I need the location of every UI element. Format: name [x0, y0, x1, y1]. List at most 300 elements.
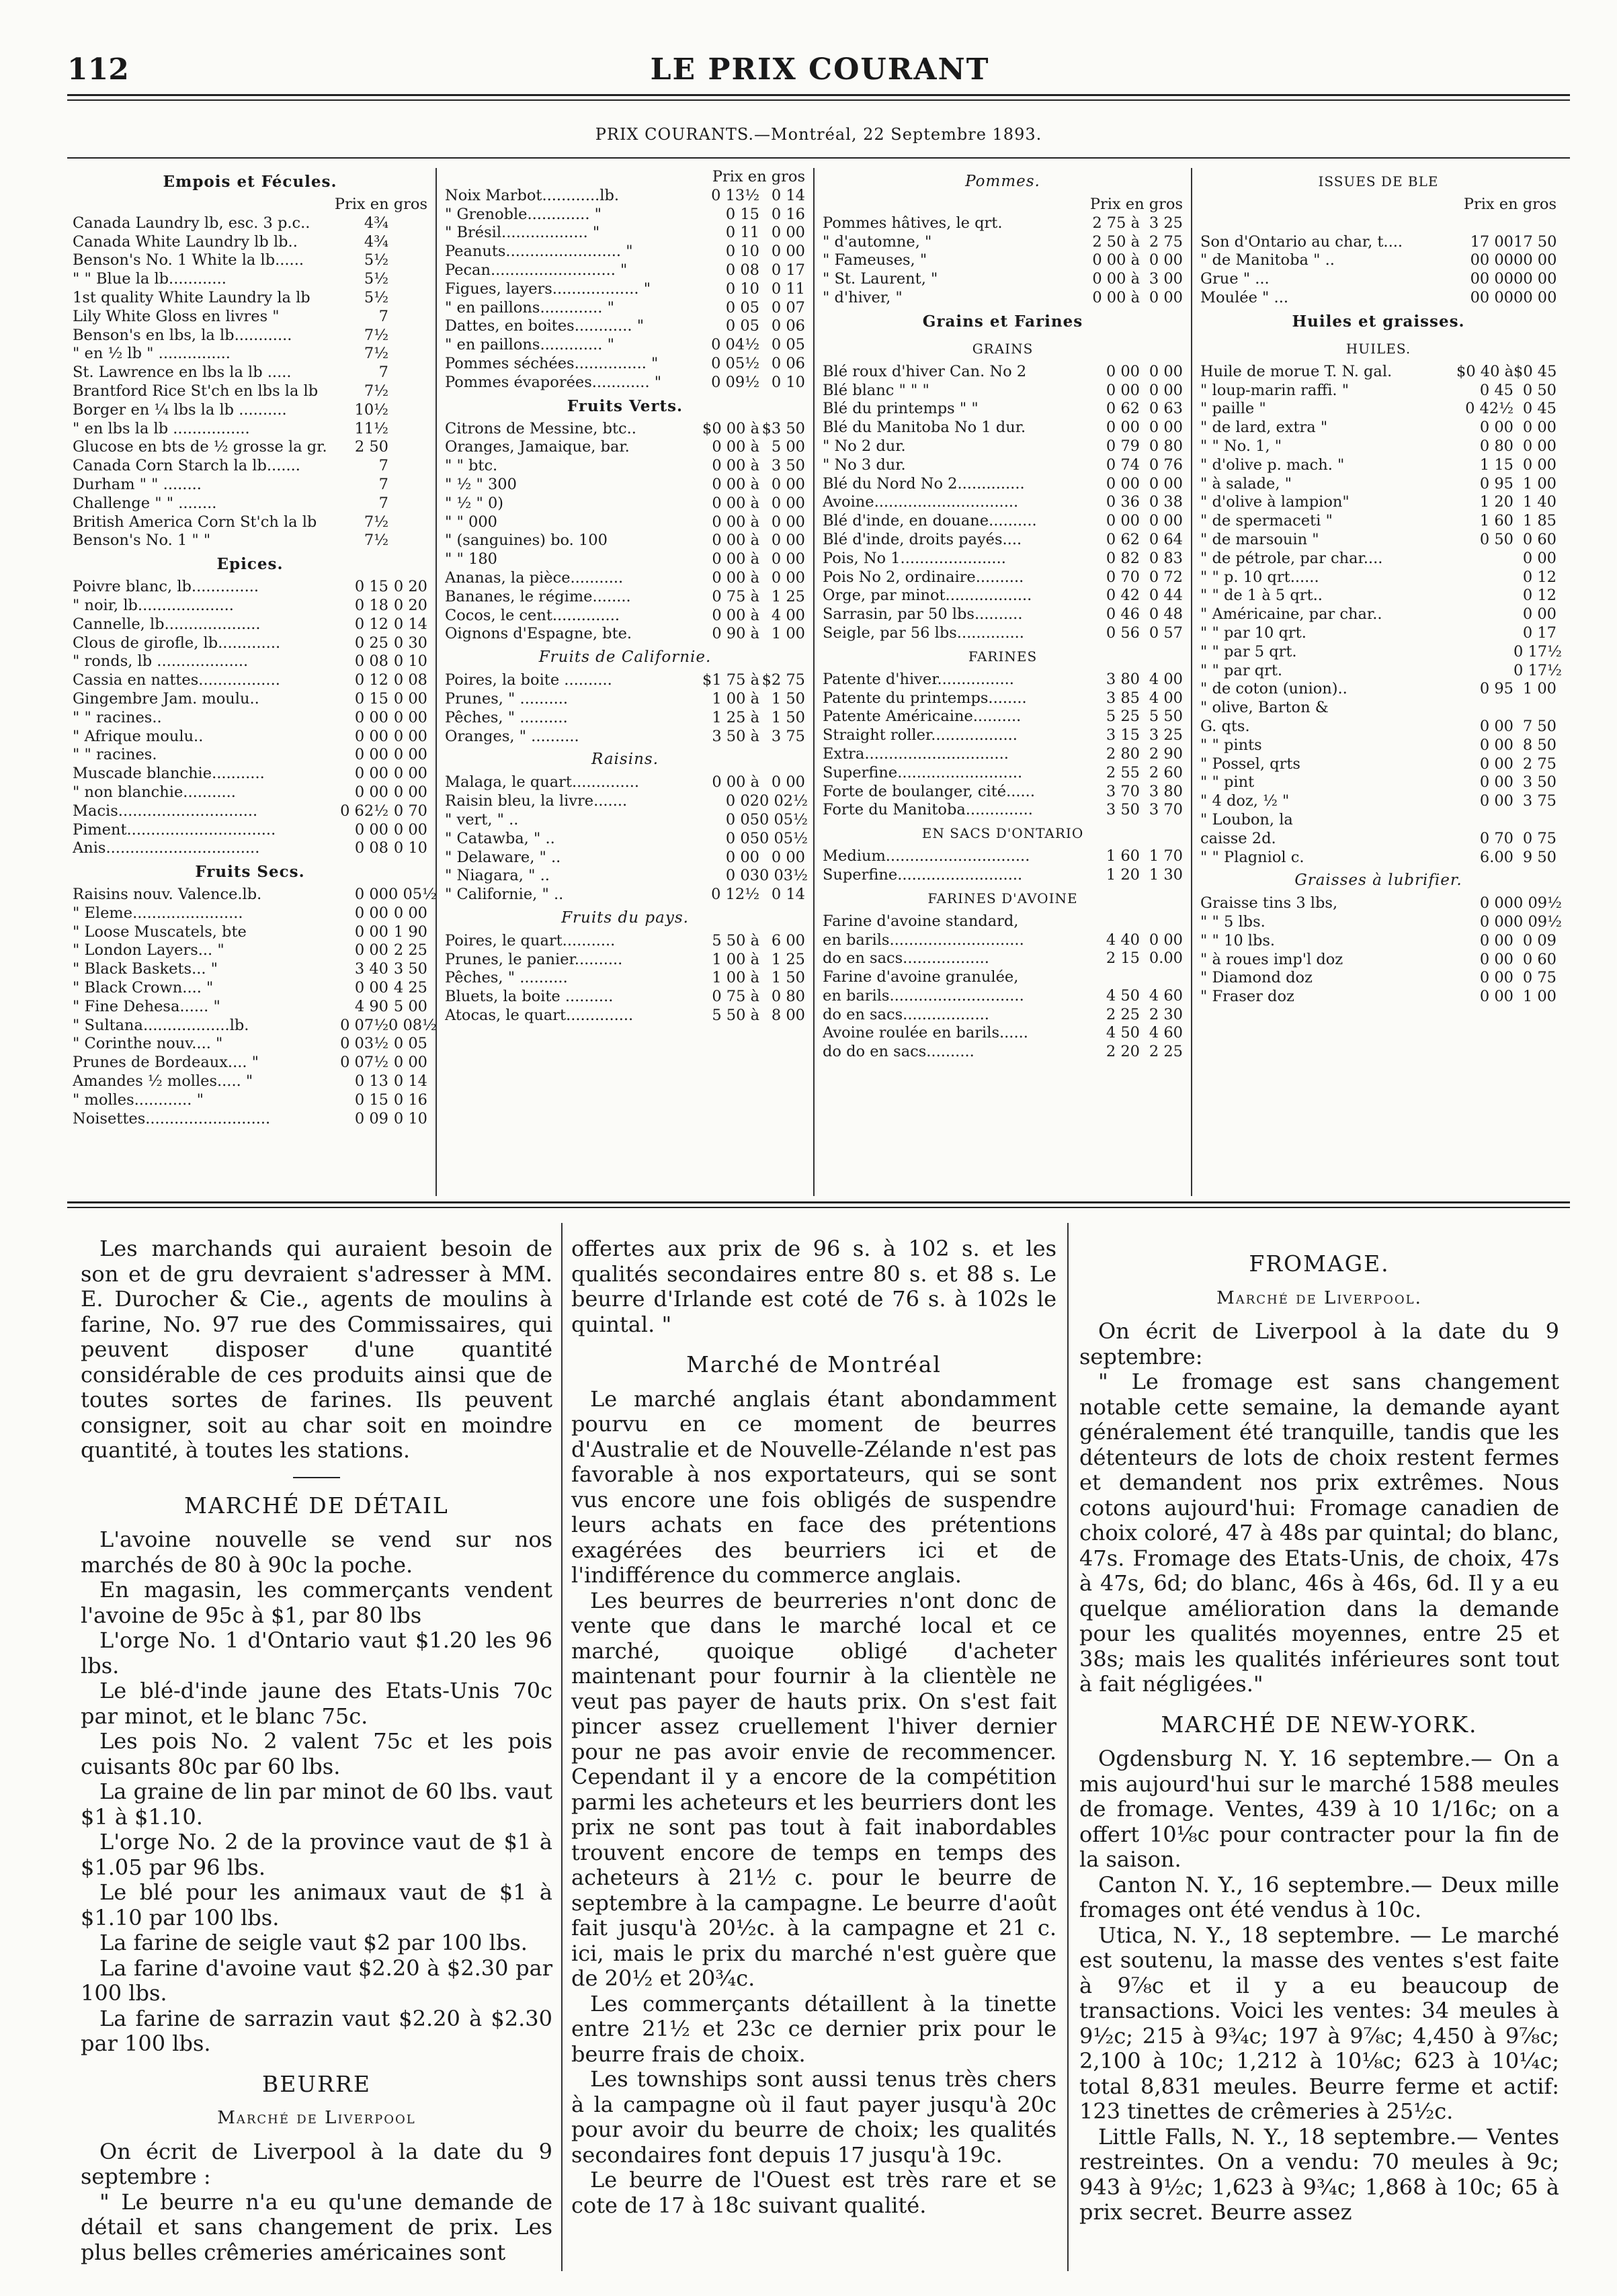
price-low: 0 00 à: [712, 606, 759, 624]
item-label: Atocas, le quart..............: [445, 1007, 634, 1025]
section-heading: Fruits Secs.: [195, 863, 305, 882]
price-row: [73, 821, 427, 840]
price-row: [445, 867, 808, 886]
price-row: [445, 438, 805, 457]
item-label: Graisse tins 3 lbs,: [1200, 894, 1338, 912]
price-column-1: [73, 168, 437, 1128]
price-caption: Prix en gros: [334, 196, 427, 213]
article-paragraph: Les beurres de beurreries n'ont donc de vente que dans le marché local et ce marché, quoique obligé d'acheter maintenant pour fournir à la clientèle ne veut pas payer de hauts prix. On s'est fait pincer assez cruellement l'hiver dernier pour ne pas avoir envie de recommencer. Cependant il y a encore de la compétition parmi les acheteurs et les beurriers dont les prix ne sont pas tout à fait inabordables trouvent encore de temps en temps des acheteurs à 21½ c. pour le beurre de septembre à la campagne. Le beurre d'août fait jusqu'à 20½c. à la campagne et 21 c. ici, mais le prix du marché n'est guère que de 20½ et 20¾c.: [571, 1587, 1056, 1991]
price-row: [73, 513, 427, 532]
page-header: [67, 52, 1573, 99]
price-high: 0 70: [393, 802, 427, 820]
item-label: " Diamond doz: [1200, 969, 1313, 987]
price-low: 0 09: [354, 1109, 388, 1128]
price-low: 7: [378, 494, 388, 512]
price-row: [1200, 605, 1557, 624]
article-paragraph: L'orge No. 1 d'Ontario vaut $1.20 les 96 lbs.: [81, 1627, 552, 1678]
section-heading: ISSUES DE BLE: [1318, 173, 1439, 189]
item-label: " Catawba, " ..: [445, 829, 555, 847]
price-low: 1 15: [1479, 456, 1514, 474]
price-low: 1 20: [1479, 493, 1514, 511]
price-high: [388, 513, 427, 532]
price-low: 4 50: [1106, 1024, 1140, 1042]
price-low: [1444, 550, 1514, 568]
price-low: 0 75 à: [712, 587, 759, 605]
item-label: " " pint: [1200, 773, 1255, 792]
item-label: Clous de girofle, lb.............: [73, 634, 281, 652]
price-low: $1 75 à: [702, 671, 759, 689]
item-label: " " 000: [445, 513, 497, 531]
price-high: 0 16: [393, 1091, 427, 1109]
item-label: Forte du Manitoba..............: [823, 801, 1033, 819]
section-heading: Raisins.: [591, 751, 659, 769]
price-row: [823, 1006, 1183, 1025]
section-heading: Epices.: [216, 555, 284, 574]
price-low: 0 00 à: [712, 532, 759, 550]
price-low: 0 05: [725, 810, 759, 828]
price-high: 4 00: [771, 606, 805, 624]
price-row: [1200, 830, 1557, 849]
price-high: 0 09½: [1514, 913, 1562, 931]
price-low: 7½: [364, 326, 388, 344]
item-label: Gingembre Jam. moulu..: [73, 689, 259, 708]
item-label: Amandes ½ molles..... ": [73, 1072, 253, 1091]
price-row: [73, 941, 427, 960]
price-low: 00 00: [1470, 251, 1514, 269]
price-low: 2 75 à: [1092, 214, 1140, 232]
item-label: " Fraser doz: [1200, 988, 1294, 1006]
item-label: Farine d'avoine granulée,: [823, 968, 1019, 986]
item-label: Benson's No. 1 " ": [73, 532, 211, 550]
price-row: [445, 476, 805, 495]
price-row: [73, 495, 427, 513]
price-low: 4 90: [354, 997, 388, 1015]
price-low: 3 15: [1106, 726, 1140, 745]
price-high: 0 05½: [388, 886, 437, 904]
price-low: 0 05: [725, 317, 759, 335]
item-label: Avoine roulée en barils......: [823, 1024, 1028, 1042]
price-row: [1200, 849, 1557, 867]
price-low: 0 00: [1106, 362, 1140, 380]
item-label: " Black Crown.... ": [73, 979, 214, 997]
item-label: St. Lawrence en lbs la lb .....: [73, 364, 292, 382]
price-row: [445, 243, 805, 261]
price-low: 5 25: [1106, 708, 1140, 726]
price-low: 0 36: [1106, 493, 1140, 511]
item-label: Superfine..........................: [823, 865, 1023, 884]
price-row: [445, 550, 805, 569]
item-label: Prunes de Bordeaux.... ": [73, 1054, 259, 1072]
item-label: " " 180: [445, 550, 497, 568]
item-label: Blé roux d'hiver Can. No 2: [823, 362, 1027, 380]
section-heading: Fruits de Californie.: [538, 648, 712, 667]
price-row: [73, 1016, 437, 1035]
price-high: 00 00: [1514, 251, 1557, 269]
price-high: 1 25: [771, 950, 805, 968]
price-high: 0 14: [393, 1072, 427, 1091]
section-heading: Grains et Farines: [922, 312, 1083, 331]
price-low: 0 10: [725, 280, 759, 298]
price-low: 0 15: [354, 1091, 388, 1109]
item-label: Son d'Ontario au char, t....: [1200, 232, 1403, 251]
article-paragraph: La farine d'avoine vaut $2.20 à $2.30 par 100 lbs.: [81, 1955, 552, 2006]
price-row: [73, 886, 437, 904]
item-label: Cassia en nattes.................: [73, 671, 280, 689]
price-low: 3 50 à: [712, 727, 759, 745]
price-low: 2 20: [1106, 1043, 1140, 1061]
price-low: 0 00: [354, 783, 388, 801]
item-label: Oignons d'Espagne, bte.: [445, 625, 632, 643]
page-number: 112: [67, 52, 129, 87]
price-low: 0 00: [354, 886, 388, 904]
price-low: 0 00 à: [712, 494, 759, 512]
price-high: 0 05½: [759, 810, 808, 828]
price-row: [1200, 894, 1562, 913]
section-heading: FARINES: [968, 648, 1038, 665]
price-high: 0 00: [771, 773, 805, 792]
price-low: 0 42: [1106, 587, 1140, 605]
price-high: 0 07: [771, 298, 805, 316]
price-low: 0 03½: [340, 1035, 388, 1053]
price-low: 0 00: [354, 979, 388, 997]
price-low: 0 08: [725, 261, 759, 279]
price-high: 0 50: [1522, 381, 1557, 399]
price-high: 0 14: [393, 615, 427, 633]
price-low: 0 05: [725, 829, 759, 847]
price-high: 0 05: [393, 1035, 427, 1053]
price-high: 0 08½: [388, 1016, 437, 1034]
price-low: 0 18: [354, 596, 388, 614]
item-label: Malaga, le quart..............: [445, 773, 640, 792]
journal-title: LE PRIX COURANT: [650, 52, 990, 87]
price-high: 0 00: [1522, 549, 1557, 567]
price-high: 4 25: [393, 979, 427, 997]
price-row: [73, 251, 427, 270]
price-row: [1200, 214, 1557, 233]
price-row: [73, 671, 427, 690]
price-high: 8 00: [771, 1007, 805, 1025]
item-label: Straight roller..................: [823, 726, 1018, 745]
item-label: " Fine Dehesa...... ": [73, 997, 220, 1015]
item-label: Noisettes..........................: [73, 1109, 271, 1128]
price-row: [445, 457, 805, 476]
price-high: 0 60: [1522, 950, 1557, 968]
price-low: 0 62½: [340, 802, 388, 820]
price-row: [445, 988, 805, 1007]
price-low: 0 05½: [711, 354, 759, 372]
price-high: 0 00: [771, 224, 805, 242]
price-row: [73, 532, 427, 550]
price-high: 0 00: [771, 243, 805, 261]
article-paragraph: Ogdensburg N. Y. 16 septembre.— On a mis aujourd'hui sur le marché 1588 meules de fromage. Ventes, 439 à 10 1/16c; on a offert 10⅛c pour contracter pour la fin de la saison.: [1079, 1746, 1559, 1872]
price-low: 7½: [364, 382, 388, 400]
price-row: [73, 1035, 427, 1054]
price-low: 2 80: [1106, 745, 1140, 763]
item-label: Blé du Nord No 2..............: [823, 474, 1025, 493]
item-label: Durham " " ........: [73, 475, 202, 493]
price-row: [1200, 233, 1557, 252]
price-row: [1200, 251, 1557, 270]
price-high: [388, 251, 427, 270]
item-label: Oranges, " ..........: [445, 727, 579, 745]
item-label: " de Manitoba " ..: [1200, 251, 1335, 269]
article-heading: FROMAGE.: [1249, 1250, 1390, 1277]
article-paragraph: La farine de sarrazin vaut $2.20 à $2.30 par 100 lbs.: [81, 2005, 552, 2056]
price-row: [1200, 270, 1557, 289]
item-label: " à salade, ": [1200, 474, 1292, 493]
price-high: 0 00: [1149, 251, 1183, 269]
section-heading: Pommes.: [965, 173, 1040, 190]
price-low: 7½: [364, 513, 388, 531]
item-label: Pommes évaporées............ ": [445, 373, 662, 391]
price-low: 0 00: [1479, 931, 1514, 949]
item-label: " en paillons............. ": [445, 298, 614, 316]
price-low: 00 00: [1470, 270, 1514, 288]
price-row: [73, 839, 427, 858]
price-low: 5½: [364, 251, 388, 269]
article-heading: MARCHÉ DE DÉTAIL: [184, 1492, 449, 1519]
price-row: [445, 569, 805, 588]
price-low: 0 00: [1479, 717, 1514, 735]
section-heading: Fruits Verts.: [567, 396, 683, 415]
price-high: 0 00: [1522, 419, 1557, 437]
price-low: 7: [378, 457, 388, 475]
item-label: " Sultana..................lb.: [73, 1016, 249, 1034]
price-low: 3 70: [1106, 782, 1140, 800]
price-row: [73, 746, 427, 765]
price-caption: Prix en gros: [1089, 196, 1183, 213]
header-rule: [67, 94, 1570, 96]
item-label: Benson's No. 1 White la lb......: [73, 251, 304, 269]
price-high: 0 09½: [1514, 894, 1562, 912]
item-label: Farine d'avoine standard,: [823, 912, 1019, 930]
price-row: [73, 1110, 427, 1129]
price-low: 0 00 à: [1092, 251, 1140, 269]
price-high: 0 20: [393, 596, 427, 614]
price-row: [823, 270, 1183, 289]
price-high: [388, 233, 427, 252]
price-row: [823, 251, 1183, 270]
item-label: Pois, No 1......................: [823, 549, 1006, 567]
price-caption: Prix en gros: [712, 168, 805, 185]
article-paragraph: La farine de seigle vaut $2 par 100 lbs.: [99, 1930, 528, 1955]
price-row: [73, 401, 427, 420]
item-label: do do en sacs..........: [823, 1043, 975, 1061]
item-label: " " de 1 à 5 qrt..: [1200, 587, 1323, 605]
price-high: 0 00: [393, 689, 427, 708]
price-low: 0 00: [1479, 419, 1514, 437]
item-label: Pêches, " ..........: [445, 969, 568, 987]
price-low: 0 00: [1106, 512, 1140, 530]
section-heading: Empois et Fécules.: [163, 173, 337, 191]
price-high: 0 00: [1149, 419, 1183, 437]
price-high: 0 12: [1522, 587, 1557, 605]
item-label: " " btc.: [445, 457, 498, 475]
price-high: 0 08: [393, 671, 427, 689]
price-row: [1200, 642, 1562, 662]
price-low: 2 15: [1106, 949, 1140, 968]
item-label: Dattes, en boites............ ": [445, 317, 645, 335]
price-low: 0 02: [725, 792, 759, 810]
price-high: 0 00: [1149, 474, 1183, 493]
price-row: [73, 709, 427, 728]
item-label: Cocos, le cent..............: [445, 606, 620, 624]
price-low: 0 50: [1479, 530, 1514, 548]
price-row: [73, 270, 427, 289]
price-row: [823, 624, 1183, 643]
price-low: 0 13: [354, 1072, 388, 1091]
section-heading: EN SACS D'ONTARIO: [921, 825, 1084, 842]
price-row: [445, 355, 805, 374]
price-row: [823, 1024, 1183, 1043]
price-low: 10½: [354, 400, 388, 419]
price-high: 0 30: [393, 634, 427, 652]
price-low: 0 00: [354, 923, 388, 941]
price-high: 5 00: [771, 438, 805, 456]
item-label: Blé du printemps " ": [823, 400, 979, 418]
price-high: 0 17½: [1514, 661, 1562, 679]
price-high: [388, 345, 427, 364]
article-subheading: Marché de Liverpool.: [1216, 1287, 1422, 1308]
price-low: 7: [378, 364, 388, 382]
article-column-2: [571, 1236, 1056, 2218]
price-high: [388, 438, 427, 457]
price-low: 4 40: [1106, 931, 1140, 949]
article-paragraph: Les marchands qui auraient besoin de son et de gru devraient s'adresser à MM. E. Durocher & Cie., agents de moulins à farine, No. 97 rue des Commissaires, qui peuvent disposer d'une quantité considérable de ces produits ainsi que de toutes sortes de farines. Ils peuvent consigner, soit au char soit en moindre quantité, à toutes les stations.: [81, 1236, 552, 1463]
column-divider: [1191, 168, 1192, 1196]
header-rule-double: [67, 99, 1570, 101]
price-high: [1140, 968, 1183, 987]
price-low: 0 00: [354, 727, 388, 745]
price-row: [823, 568, 1183, 587]
article-paragraph: Le beurre de l'Ouest est très rare et se cote de 17 à 18c suivant qualité.: [571, 2167, 1056, 2218]
price-row: [1200, 400, 1557, 419]
price-high: 0 57: [1149, 624, 1183, 642]
price-row: [1200, 699, 1557, 718]
price-low: [1070, 912, 1140, 931]
article-heading: Marché de Montréal: [686, 1351, 942, 1377]
table-bottom-rule: [67, 1201, 1570, 1203]
price-low: 5½: [364, 270, 388, 288]
item-label: Peanuts........................ ": [445, 243, 633, 261]
article-paragraph: Canton N. Y., 16 septembre.— Deux mille fromages ont été vendus à 10c.: [1079, 1871, 1559, 1922]
price-row: [445, 709, 805, 728]
item-label: " Niagara, " ..: [445, 867, 550, 885]
price-low: 4¾: [364, 232, 388, 251]
price-row: [823, 605, 1183, 624]
article-paragraph: " Le beurre n'a eu qu'une demande de détail et sans changement de prix. Les plus belles crêmeries américaines sont: [81, 2188, 552, 2265]
price-high: 3 50: [1522, 773, 1557, 792]
price-low: 0 15: [354, 689, 388, 708]
price-row: [823, 726, 1183, 745]
price-low: 0 70: [1479, 829, 1514, 847]
item-label: [1200, 214, 1444, 233]
article-paragraph: " Le fromage est sans changement notable cette semaine, la demande ayant généralement été tranquille, tandis que les détenteurs de lots de choix restent fermes et demandent nos prix extrêmes. Nous cotons aujourd'hui: Fromage canadien de choix coloré, 47 à 48s par quintal; do blanc, 47s. Fromage des Etats-Unis, de choix, 47s à 47s, 6d; do blanc, 46s à 46s, 6d. Il y a eu quelque amélioration dans la demande pour les qualités moyennes, entre 25 et 38s; mais les qualités inférieures sont tout à fait négligées.": [1079, 1369, 1559, 1697]
price-row: [823, 437, 1183, 456]
price-table-subtitle: PRIX COURANTS.—Montréal, 22 Septembre 1893.: [595, 125, 1042, 144]
item-label: Huile de morue T. N. gal.: [1200, 362, 1393, 380]
item-label: Borger en ¼ lbs la lb ..........: [73, 400, 287, 419]
price-row: [1200, 531, 1557, 550]
price-high: 0 06: [771, 317, 805, 335]
price-high: 7 50: [1522, 717, 1557, 735]
article-paragraph: offertes aux prix de 96 s. à 102 s. et les qualités secondaires entre 80 s. et 88 s. Le beurre d'Irlande est coté de 76 s. à 102s le quintal. ": [571, 1236, 1056, 1337]
price-low: 3 40: [354, 960, 388, 978]
item-label: " " par 10 qrt.: [1200, 624, 1307, 642]
price-high: 1 85: [1522, 512, 1557, 530]
price-low: 0 00 à: [712, 438, 759, 456]
article-heading: BEURRE: [262, 2070, 371, 2097]
price-row: [73, 802, 427, 821]
item-label: " molles............ ": [73, 1091, 204, 1109]
price-row: [823, 764, 1183, 783]
price-low: 11½: [354, 419, 388, 437]
price-low: 3 85: [1106, 689, 1140, 707]
item-label: Cannelle, lb....................: [73, 615, 261, 633]
price-high: 3 50: [393, 960, 427, 978]
item-label: Patente du printemps........: [823, 689, 1027, 707]
price-row: [445, 625, 805, 644]
item-label: G. qts.: [1200, 717, 1250, 735]
item-label: Anis................................: [73, 839, 260, 857]
price-row: [823, 745, 1183, 764]
item-label: en barils............................: [823, 986, 1024, 1005]
article-paragraph: Le marché anglais étant abondamment pourvu en ce moment de beurres d'Australie et de Nouvelle-Zélande n'est pas favorable à nos exportateurs, qui se sont vus encore une fois obligés de suspendre leurs achats en face des prétentions exagérées des beurriers ici et de l'indifférence du commerce anglais.: [571, 1386, 1056, 1588]
price-low: 7: [378, 307, 388, 325]
price-high: 0 05: [771, 336, 805, 354]
price-low: $0 40 à: [1456, 362, 1514, 380]
price-row: [1200, 624, 1557, 643]
price-high: 4 60: [1149, 1024, 1183, 1042]
item-label: " No 2 dur.: [823, 437, 906, 455]
price-high: 0 63: [1149, 400, 1183, 418]
price-high: 0 80: [771, 988, 805, 1006]
price-row: [73, 382, 427, 401]
item-label: Poires, le quart...........: [445, 931, 616, 949]
price-row: [73, 289, 427, 308]
price-high: 0 45: [1522, 400, 1557, 418]
price-low: [1444, 214, 1514, 233]
article-paragraph: L'orge No. 2 de la province vaut de $1 à $1.05 par 96 lbs.: [81, 1829, 552, 1880]
price-low: 1 20: [1106, 865, 1140, 884]
price-high: [388, 308, 427, 327]
price-low: 0 00: [1106, 419, 1140, 437]
article-subheading: Marché de Liverpool: [217, 2108, 416, 2128]
item-label: " Grenoble............. ": [445, 205, 602, 223]
price-high: 0 11: [771, 280, 805, 298]
price-low: 0 07½: [340, 1054, 388, 1072]
price-high: 2 25: [1149, 1043, 1183, 1061]
price-high: 3 25: [1149, 726, 1183, 745]
price-row: [73, 615, 427, 634]
price-row: [445, 317, 805, 336]
price-row: [445, 187, 805, 206]
price-row: [445, 495, 805, 513]
price-low: 2 50: [354, 438, 388, 456]
item-label: " Black Baskets... ": [73, 960, 218, 978]
item-label: Forte de boulanger, cité......: [823, 782, 1035, 800]
price-row: [73, 597, 427, 615]
price-row: [73, 1054, 427, 1072]
price-low: 5 50 à: [712, 931, 759, 949]
price-row: [445, 932, 805, 951]
price-high: 0 00: [393, 820, 427, 839]
item-label: British America Corn St'ch la lb: [73, 513, 317, 531]
price-low: 0 00: [1479, 736, 1514, 754]
price-row: [445, 420, 805, 439]
price-low: 0 13½: [711, 186, 759, 204]
price-row: [73, 783, 427, 802]
